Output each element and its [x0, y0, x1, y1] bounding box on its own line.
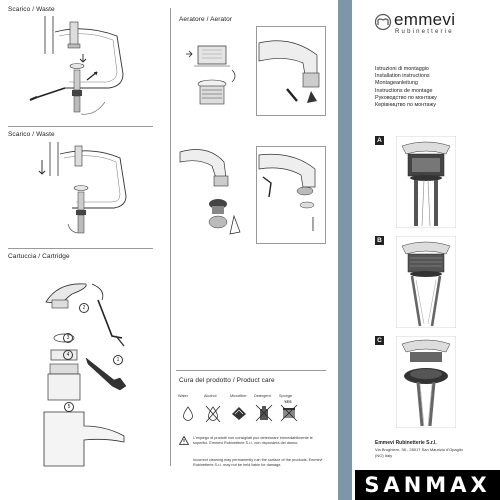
section-title-cartridge: Cartuccia / Cartridge	[8, 253, 70, 260]
microfiber-cloth-icon	[230, 404, 248, 422]
care-label-detergent: Detergent	[254, 394, 271, 398]
callout-2: 2	[79, 303, 89, 313]
company-name: Emmevi Rubinetterie S.r.l.	[375, 440, 437, 446]
callout-3: 3	[63, 333, 73, 343]
callout-5: 5	[64, 402, 74, 412]
aerator-figure-4	[257, 147, 325, 243]
warning-icon	[179, 436, 189, 445]
panel-a-figure	[396, 136, 456, 228]
instructions-line-uk: Керівництво по монтажу	[375, 102, 436, 109]
aerator-panel-2	[256, 26, 326, 116]
company-address-line-2: (NO) Italy	[375, 453, 393, 458]
panel-b-figure	[396, 236, 456, 328]
instructions-line-de: Montageanleitung	[375, 80, 418, 87]
care-label-sponge: Sponge	[279, 394, 293, 398]
panel-label-b: B	[375, 236, 384, 245]
aerator-figure-1	[182, 40, 242, 112]
section-title-product-care: Cura del prodotto / Product care	[179, 377, 275, 384]
instructions-line-en: Installation instructions	[375, 73, 430, 80]
callout-1: 1	[113, 355, 123, 365]
care-label-alcohol: Alcohol	[204, 394, 217, 398]
aerator-figure-2	[257, 27, 325, 115]
waste-figure-1	[25, 14, 143, 122]
panel-label-a: A	[375, 136, 384, 145]
care-warning-italian: L'impiego di prodotti non consigliati può deteriorare irrimediabilmente le superfici. Emmevi Rubinetterie S.r.l. non risponderà del danno.	[193, 436, 313, 445]
water-drop-icon	[180, 405, 196, 423]
care-warning-english: Incorrect cleaning may permanently ruin the surface of the products. Emmevi Rubinetterie S.r.l. may not be held liable for damage.	[193, 458, 323, 467]
accent-sidebar	[338, 0, 352, 500]
care-label-water: Water	[178, 394, 188, 398]
sanmax-watermark: SANMAX	[355, 470, 500, 500]
section-title-waste-2: Scarico / Waste	[8, 131, 55, 138]
brand-subtitle: Rubinetterie	[395, 29, 454, 35]
detergent-icon	[255, 404, 273, 422]
instructions-list	[375, 66, 437, 109]
instructions-line-it: Istruzioni di montaggio	[375, 66, 429, 72]
section-title-aerator: Aeratore / Aerator	[179, 16, 233, 23]
aerator-figure-3	[178, 146, 248, 242]
divider	[8, 126, 153, 127]
sponge-icon	[280, 404, 298, 422]
aerator-panel-4	[256, 146, 326, 244]
emmevi-logo-icon	[374, 13, 392, 31]
section-title-waste-1: Scarico / Waste	[8, 6, 55, 13]
alcohol-drop-icon	[205, 405, 221, 423]
callout-4: 4	[63, 350, 73, 360]
care-label-microfiber: Microfiber	[230, 394, 247, 398]
brand-name: emmevi	[394, 10, 456, 29]
waste-figure-2	[38, 140, 146, 240]
divider	[176, 370, 326, 371]
panel-c-figure	[396, 336, 456, 428]
divider	[8, 248, 153, 249]
yes-label: YES	[284, 400, 292, 404]
column-divider	[170, 8, 171, 466]
company-address-line-1: Via Brughiere, 38 - 28017 San Maurizio d'Opaglio	[375, 447, 463, 452]
panel-label-c: C	[375, 336, 384, 345]
instructions-line-ru: Руководство по монтажу	[375, 94, 437, 101]
instructions-line-fr: Instructions de montage	[375, 87, 433, 94]
